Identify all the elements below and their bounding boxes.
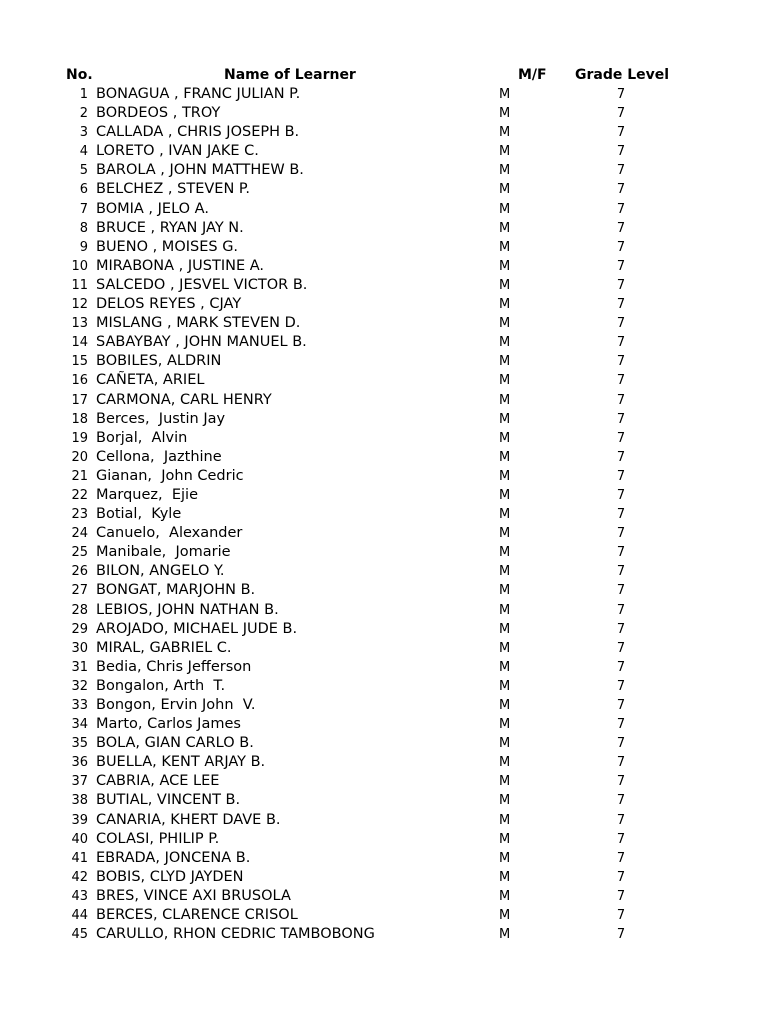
row-number: 28 bbox=[71, 602, 88, 618]
learner-grade: 7 bbox=[616, 468, 626, 484]
learner-name: DELOS REYES , CJAY bbox=[96, 296, 242, 313]
table-row bbox=[0, 200, 768, 219]
learner-sex: M bbox=[499, 545, 511, 561]
table-row bbox=[0, 868, 768, 887]
learner-name: Gianan, John Cedric bbox=[96, 467, 244, 484]
row-number: 35 bbox=[71, 736, 88, 752]
table-row bbox=[0, 486, 768, 505]
learner-name: Botial, Kyle bbox=[96, 506, 182, 523]
learner-name: BELCHEZ , STEVEN P. bbox=[96, 181, 250, 198]
row-number: 16 bbox=[71, 373, 88, 389]
learner-grade: 7 bbox=[616, 927, 626, 943]
learner-name: BRUCE , RYAN JAY N. bbox=[96, 219, 244, 236]
table-row bbox=[0, 333, 768, 352]
learner-name: Canuelo, Alexander bbox=[96, 525, 243, 542]
learner-name: CAÑETA, ARIEL bbox=[96, 372, 205, 389]
row-number: 20 bbox=[71, 449, 88, 465]
table-row bbox=[0, 887, 768, 906]
table-row bbox=[0, 295, 768, 314]
learner-sex: M bbox=[499, 908, 511, 924]
header-name: Name of Learner bbox=[224, 67, 356, 83]
learner-sex: M bbox=[499, 850, 511, 866]
table-row bbox=[0, 161, 768, 180]
learner-sex: M bbox=[499, 163, 511, 179]
learner-grade: 7 bbox=[616, 774, 626, 790]
learner-sex: M bbox=[499, 354, 511, 370]
learner-sex: M bbox=[499, 144, 511, 160]
row-number: 22 bbox=[71, 487, 88, 503]
row-number: 33 bbox=[71, 698, 88, 713]
table-row bbox=[0, 601, 768, 620]
learner-name: Manibale, Jomarie bbox=[96, 544, 231, 561]
learner-name: BOBILES, ALDRIN bbox=[96, 353, 222, 370]
table-row bbox=[0, 104, 768, 123]
table-row bbox=[0, 142, 768, 161]
learner-name: LORETO , IVAN JAKE C. bbox=[96, 143, 259, 160]
learner-grade: 7 bbox=[616, 678, 626, 694]
learner-sex: M bbox=[499, 277, 511, 293]
table-row bbox=[0, 524, 768, 543]
row-number: 26 bbox=[71, 564, 88, 580]
learner-sex: M bbox=[499, 888, 511, 904]
learner-grade: 7 bbox=[616, 392, 626, 408]
learner-grade: 7 bbox=[616, 316, 626, 332]
learner-sex: M bbox=[499, 583, 511, 599]
row-number: 12 bbox=[71, 297, 88, 313]
row-number: 6 bbox=[79, 182, 88, 198]
learner-grade: 7 bbox=[616, 659, 626, 675]
learner-grade: 7 bbox=[616, 717, 626, 733]
table-row bbox=[0, 696, 768, 715]
row-number: 9 bbox=[79, 239, 88, 255]
learner-name: BOBIS, CLYD JAYDEN bbox=[96, 868, 244, 885]
learner-sex: M bbox=[499, 526, 511, 542]
row-number: 7 bbox=[79, 201, 88, 217]
learner-grade: 7 bbox=[616, 201, 626, 217]
learner-grade: 7 bbox=[616, 698, 626, 713]
row-number: 27 bbox=[71, 583, 88, 599]
learner-name: CABRIA, ACE LEE bbox=[96, 773, 220, 790]
row-number: 38 bbox=[71, 793, 88, 809]
learner-grade: 7 bbox=[616, 106, 626, 122]
learner-name: Marto, Carlos James bbox=[96, 716, 241, 733]
table-row bbox=[0, 715, 768, 734]
learner-sex: M bbox=[499, 297, 511, 313]
learner-name: BOLA, GIAN CARLO B. bbox=[96, 735, 254, 752]
row-number: 42 bbox=[71, 869, 88, 885]
row-number: 17 bbox=[71, 392, 88, 408]
learner-sex: M bbox=[499, 927, 511, 943]
learner-name: Marquez, Ejie bbox=[96, 486, 198, 503]
learner-grade: 7 bbox=[616, 812, 626, 828]
table-row bbox=[0, 410, 768, 429]
learner-name: Bongalon, Arth T. bbox=[96, 677, 226, 694]
learner-sex: M bbox=[499, 335, 511, 351]
learner-grade: 7 bbox=[616, 736, 626, 752]
table-row bbox=[0, 734, 768, 753]
table-row bbox=[0, 371, 768, 390]
learner-sex: M bbox=[499, 831, 511, 847]
row-number: 45 bbox=[71, 927, 88, 943]
learner-sex: M bbox=[499, 87, 511, 102]
table-row bbox=[0, 830, 768, 849]
learner-sex: M bbox=[499, 507, 511, 523]
table-row bbox=[0, 811, 768, 830]
row-number: 30 bbox=[71, 640, 88, 656]
learner-name: SABAYBAY , JOHN MANUEL B. bbox=[96, 334, 307, 351]
learner-name: MIRABONA , JUSTINE A. bbox=[96, 257, 265, 274]
learner-name: CALLADA , CHRIS JOSEPH B. bbox=[96, 124, 300, 141]
learner-sex: M bbox=[499, 373, 511, 389]
row-number: 14 bbox=[71, 335, 88, 351]
learner-grade: 7 bbox=[616, 545, 626, 561]
learner-sex: M bbox=[499, 774, 511, 790]
table-row bbox=[0, 543, 768, 562]
learner-name: EBRADA, JONCENA B. bbox=[96, 849, 251, 866]
learner-sex: M bbox=[499, 755, 511, 771]
learner-sex: M bbox=[499, 430, 511, 446]
table-row bbox=[0, 772, 768, 791]
row-number: 41 bbox=[71, 850, 88, 866]
learner-grade: 7 bbox=[616, 144, 626, 160]
learner-grade: 7 bbox=[616, 239, 626, 255]
learner-grade: 7 bbox=[616, 449, 626, 465]
learner-grade: 7 bbox=[616, 258, 626, 274]
learner-grade: 7 bbox=[616, 430, 626, 446]
learner-grade: 7 bbox=[616, 526, 626, 542]
learner-grade: 7 bbox=[616, 793, 626, 809]
learner-name: Bedia, Chris Jefferson bbox=[96, 658, 252, 675]
table-row bbox=[0, 620, 768, 639]
row-number: 1 bbox=[79, 87, 88, 102]
learner-name: Bongon, Ervin John V. bbox=[96, 697, 256, 713]
table-row bbox=[0, 180, 768, 199]
row-number: 32 bbox=[71, 678, 88, 694]
table-row bbox=[0, 429, 768, 448]
learner-grade: 7 bbox=[616, 125, 626, 141]
learner-sex: M bbox=[499, 220, 511, 236]
row-number: 11 bbox=[71, 277, 88, 293]
learner-grade: 7 bbox=[616, 583, 626, 599]
row-number: 24 bbox=[71, 526, 88, 542]
learner-sex: M bbox=[499, 812, 511, 828]
learner-sex: M bbox=[499, 621, 511, 637]
learner-grade: 7 bbox=[616, 335, 626, 351]
learner-name: BUTIAL, VINCENT B. bbox=[96, 792, 241, 809]
learner-name: BILON, ANGELO Y. bbox=[96, 563, 225, 580]
table-row bbox=[0, 219, 768, 238]
learner-sex: M bbox=[499, 468, 511, 484]
learner-name: LEBIOS, JOHN NATHAN B. bbox=[96, 601, 279, 618]
table-row bbox=[0, 85, 768, 104]
learner-name: CARMONA, CARL HENRY bbox=[96, 391, 272, 408]
learner-name: CARULLO, RHON CEDRIC TAMBOBONG bbox=[96, 926, 375, 943]
row-number: 25 bbox=[71, 545, 88, 561]
row-number: 18 bbox=[71, 411, 88, 427]
learner-sex: M bbox=[499, 698, 511, 713]
table-row bbox=[0, 639, 768, 658]
learner-sex: M bbox=[499, 392, 511, 408]
learner-grade: 7 bbox=[616, 373, 626, 389]
learner-sex: M bbox=[499, 106, 511, 122]
learner-grade: 7 bbox=[616, 182, 626, 198]
row-number: 10 bbox=[71, 258, 88, 274]
table-row bbox=[0, 677, 768, 696]
learner-grade: 7 bbox=[616, 621, 626, 637]
header-mf: M/F bbox=[518, 67, 547, 83]
learner-name: Berces, Justin Jay bbox=[96, 410, 226, 427]
learner-sex: M bbox=[499, 602, 511, 618]
table-row bbox=[0, 123, 768, 142]
learner-grade: 7 bbox=[616, 602, 626, 618]
learner-sex: M bbox=[499, 717, 511, 733]
row-number: 37 bbox=[71, 774, 88, 790]
row-number: 13 bbox=[71, 316, 88, 332]
learner-grade: 7 bbox=[616, 908, 626, 924]
table-row bbox=[0, 906, 768, 925]
row-number: 8 bbox=[79, 220, 88, 236]
learner-rows bbox=[0, 85, 768, 944]
learner-name: SALCEDO , JESVEL VICTOR B. bbox=[96, 276, 308, 293]
learner-sex: M bbox=[499, 125, 511, 141]
learner-name: Cellona, Jazthine bbox=[96, 448, 222, 465]
learner-name: Borjal, Alvin bbox=[96, 429, 188, 446]
row-number: 40 bbox=[71, 831, 88, 847]
table-row bbox=[0, 791, 768, 810]
learner-sex: M bbox=[499, 239, 511, 255]
learner-sex: M bbox=[499, 869, 511, 885]
row-number: 43 bbox=[71, 888, 88, 904]
row-number: 23 bbox=[71, 507, 88, 523]
table-row bbox=[0, 505, 768, 524]
learner-name: MIRAL, GABRIEL C. bbox=[96, 639, 232, 656]
table-row bbox=[0, 448, 768, 467]
learner-grade: 7 bbox=[616, 869, 626, 885]
table-row bbox=[0, 314, 768, 333]
table-row bbox=[0, 849, 768, 868]
table-row bbox=[0, 467, 768, 486]
learner-name: BUENO , MOISES G. bbox=[96, 238, 239, 255]
learner-name: BOMIA , JELO A. bbox=[96, 200, 209, 217]
row-number: 3 bbox=[79, 125, 88, 141]
learner-name: BONGAT, MARJOHN B. bbox=[96, 582, 256, 599]
row-number: 44 bbox=[71, 908, 88, 924]
table-row bbox=[0, 925, 768, 944]
table-row bbox=[0, 581, 768, 600]
row-number: 34 bbox=[71, 717, 88, 733]
row-number: 21 bbox=[71, 468, 88, 484]
learner-grade: 7 bbox=[616, 87, 626, 102]
learner-sex: M bbox=[499, 449, 511, 465]
table-row bbox=[0, 276, 768, 295]
row-number: 4 bbox=[79, 144, 88, 160]
table-row bbox=[0, 391, 768, 410]
table-header bbox=[0, 66, 768, 84]
learner-grade: 7 bbox=[616, 507, 626, 523]
learner-grade: 7 bbox=[616, 277, 626, 293]
learner-sex: M bbox=[499, 736, 511, 752]
header-grade: Grade Level bbox=[575, 67, 670, 83]
learner-name: BERCES, CLARENCE CRISOL bbox=[96, 907, 298, 924]
row-number: 5 bbox=[79, 163, 88, 179]
learner-grade: 7 bbox=[616, 640, 626, 656]
learner-grade: 7 bbox=[616, 831, 626, 847]
learner-grade: 7 bbox=[616, 487, 626, 503]
row-number: 39 bbox=[71, 812, 88, 828]
learner-name: MISLANG , MARK STEVEN D. bbox=[96, 315, 301, 332]
learner-sex: M bbox=[499, 487, 511, 503]
learner-sex: M bbox=[499, 411, 511, 427]
learner-grade: 7 bbox=[616, 755, 626, 771]
learner-name: AROJADO, MICHAEL JUDE B. bbox=[96, 620, 298, 637]
learner-name: COLASI, PHILIP P. bbox=[96, 830, 220, 847]
learner-name: BORDEOS , TROY bbox=[96, 105, 221, 122]
learner-sex: M bbox=[499, 182, 511, 198]
learner-sex: M bbox=[499, 678, 511, 694]
header-no: No. bbox=[66, 67, 93, 83]
learner-sex: M bbox=[499, 793, 511, 809]
row-number: 2 bbox=[79, 106, 88, 122]
learner-sex: M bbox=[499, 659, 511, 675]
table-row bbox=[0, 352, 768, 371]
table-row bbox=[0, 238, 768, 257]
row-number: 31 bbox=[71, 659, 88, 675]
learner-name: BUELLA, KENT ARJAY B. bbox=[96, 754, 266, 771]
row-number: 15 bbox=[71, 354, 88, 370]
learner-sex: M bbox=[499, 564, 511, 580]
learner-grade: 7 bbox=[616, 354, 626, 370]
table-row bbox=[0, 562, 768, 581]
learner-grade: 7 bbox=[616, 163, 626, 179]
learner-name: BRES, VINCE AXI BRUSOLA bbox=[96, 887, 291, 904]
learner-sex: M bbox=[499, 258, 511, 274]
row-number: 36 bbox=[71, 755, 88, 771]
learner-sex: M bbox=[499, 640, 511, 656]
learner-name: BONAGUA , FRANC JULIAN P. bbox=[96, 86, 301, 102]
table-row bbox=[0, 658, 768, 677]
learner-name: CANARIA, KHERT DAVE B. bbox=[96, 811, 281, 828]
learner-grade: 7 bbox=[616, 220, 626, 236]
learner-sex: M bbox=[499, 316, 511, 332]
learner-sex: M bbox=[499, 201, 511, 217]
row-number: 19 bbox=[71, 430, 88, 446]
learner-grade: 7 bbox=[616, 850, 626, 866]
table-row bbox=[0, 257, 768, 276]
table-row bbox=[0, 753, 768, 772]
learner-grade: 7 bbox=[616, 411, 626, 427]
row-number: 29 bbox=[71, 621, 88, 637]
learner-name: BAROLA , JOHN MATTHEW B. bbox=[96, 162, 304, 179]
learner-grade: 7 bbox=[616, 564, 626, 580]
learner-grade: 7 bbox=[616, 297, 626, 313]
learner-grade: 7 bbox=[616, 888, 626, 904]
